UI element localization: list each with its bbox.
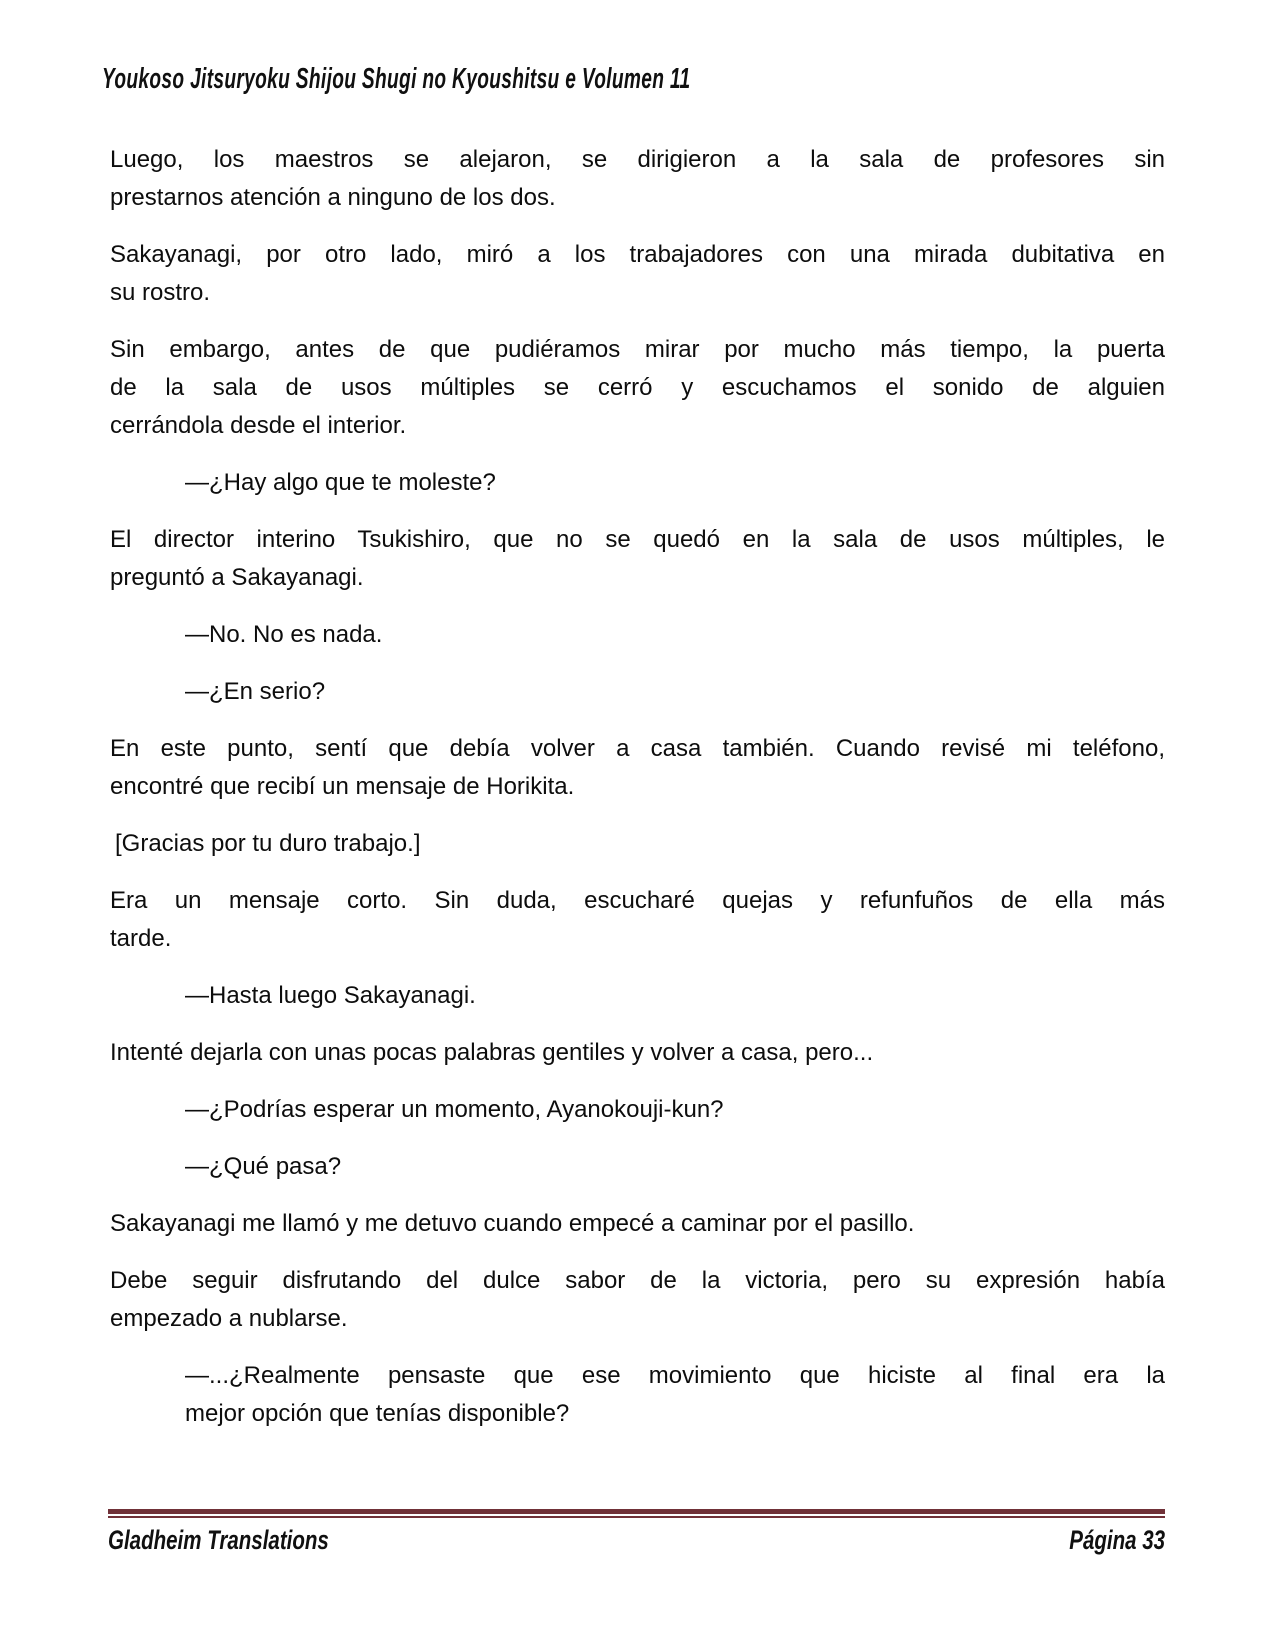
header-title: Youkoso Jitsuryoku Shijou Shugi no Kyoushitsu e Volumen 11 — [102, 63, 691, 95]
page-header — [102, 62, 1165, 101]
paragraph-line: empezado a nublarse. — [110, 1305, 348, 1332]
paragraph-line: —¿Qué pasa? — [185, 1153, 342, 1180]
paragraph — [185, 1148, 1165, 1186]
paragraph-line: —...¿Realmente pensaste que ese movimiento que hiciste al final era la — [185, 1362, 1165, 1389]
paragraph — [110, 141, 1165, 217]
paragraph-line: —Hasta luego Sakayanagi. — [185, 982, 476, 1009]
paragraph-line: mejor opción que tenías disponible? — [185, 1400, 570, 1427]
paragraph-line: Sin embargo, antes de que pudiéramos mirar por mucho más tiempo, la puerta — [110, 336, 1165, 363]
paragraph-line: Era un mensaje corto. Sin duda, escucharé quejas y refunfuños de ella más — [110, 887, 1165, 914]
paragraph — [110, 730, 1165, 806]
paragraph — [110, 521, 1165, 597]
paragraph — [110, 1205, 1165, 1243]
paragraph — [110, 331, 1165, 445]
paragraph-line: —¿Hay algo que te moleste? — [185, 469, 496, 496]
page-footer — [108, 1509, 1165, 1555]
paragraph-line: Sakayanagi me llamó y me detuvo cuando empecé a caminar por el pasillo. — [110, 1210, 915, 1237]
paragraph-line: Debe seguir disfrutando del dulce sabor de la victoria, pero su expresión había — [110, 1267, 1165, 1294]
paragraph — [185, 977, 1165, 1015]
paragraph — [185, 1357, 1165, 1433]
paragraph-line: El director interino Tsukishiro, que no se quedó en la sala de usos múltiples, le — [110, 526, 1165, 553]
paragraph — [110, 1034, 1165, 1072]
footer-translator-credit: Gladheim Translations — [108, 1525, 329, 1555]
paragraph-line: En este punto, sentí que debía volver a casa también. Cuando revisé mi teléfono, — [110, 735, 1165, 762]
paragraph — [185, 1091, 1165, 1129]
footer-page-number: Página 33 — [1069, 1525, 1165, 1555]
paragraph-line: tarde. — [110, 925, 172, 952]
paragraph — [185, 673, 1165, 711]
paragraph-line: —No. No es nada. — [185, 621, 383, 648]
paragraph — [110, 1262, 1165, 1338]
paragraph-line: —¿En serio? — [185, 678, 326, 705]
document-body — [110, 141, 1165, 1433]
paragraph-line: Intenté dejarla con unas pocas palabras gentiles y volver a casa, pero... — [110, 1039, 874, 1066]
paragraph — [185, 616, 1165, 654]
paragraph-line: prestarnos atención a ninguno de los dos. — [110, 184, 556, 211]
paragraph-line: encontré que recibí un mensaje de Horikita. — [110, 773, 575, 800]
paragraph-line: Luego, los maestros se alejaron, se dirigieron a la sala de profesores sin — [110, 146, 1165, 173]
paragraph — [110, 236, 1165, 312]
paragraph-line: [Gracias por tu duro trabajo.] — [115, 830, 421, 857]
paragraph — [110, 882, 1165, 958]
paragraph — [110, 825, 1165, 863]
paragraph-line: su rostro. — [110, 279, 211, 306]
paragraph-line: Sakayanagi, por otro lado, miró a los trabajadores con una mirada dubitativa en — [110, 241, 1165, 268]
paragraph-line: —¿Podrías esperar un momento, Ayanokouji-kun? — [185, 1096, 724, 1123]
paragraph-line: cerrándola desde el interior. — [110, 412, 407, 439]
paragraph — [185, 464, 1165, 502]
paragraph-line: de la sala de usos múltiples se cerró y escuchamos el sonido de alguien — [110, 374, 1165, 401]
footer-divider-rule — [108, 1509, 1165, 1518]
footer-text-row — [108, 1525, 1165, 1555]
paragraph-line: preguntó a Sakayanagi. — [110, 564, 364, 591]
